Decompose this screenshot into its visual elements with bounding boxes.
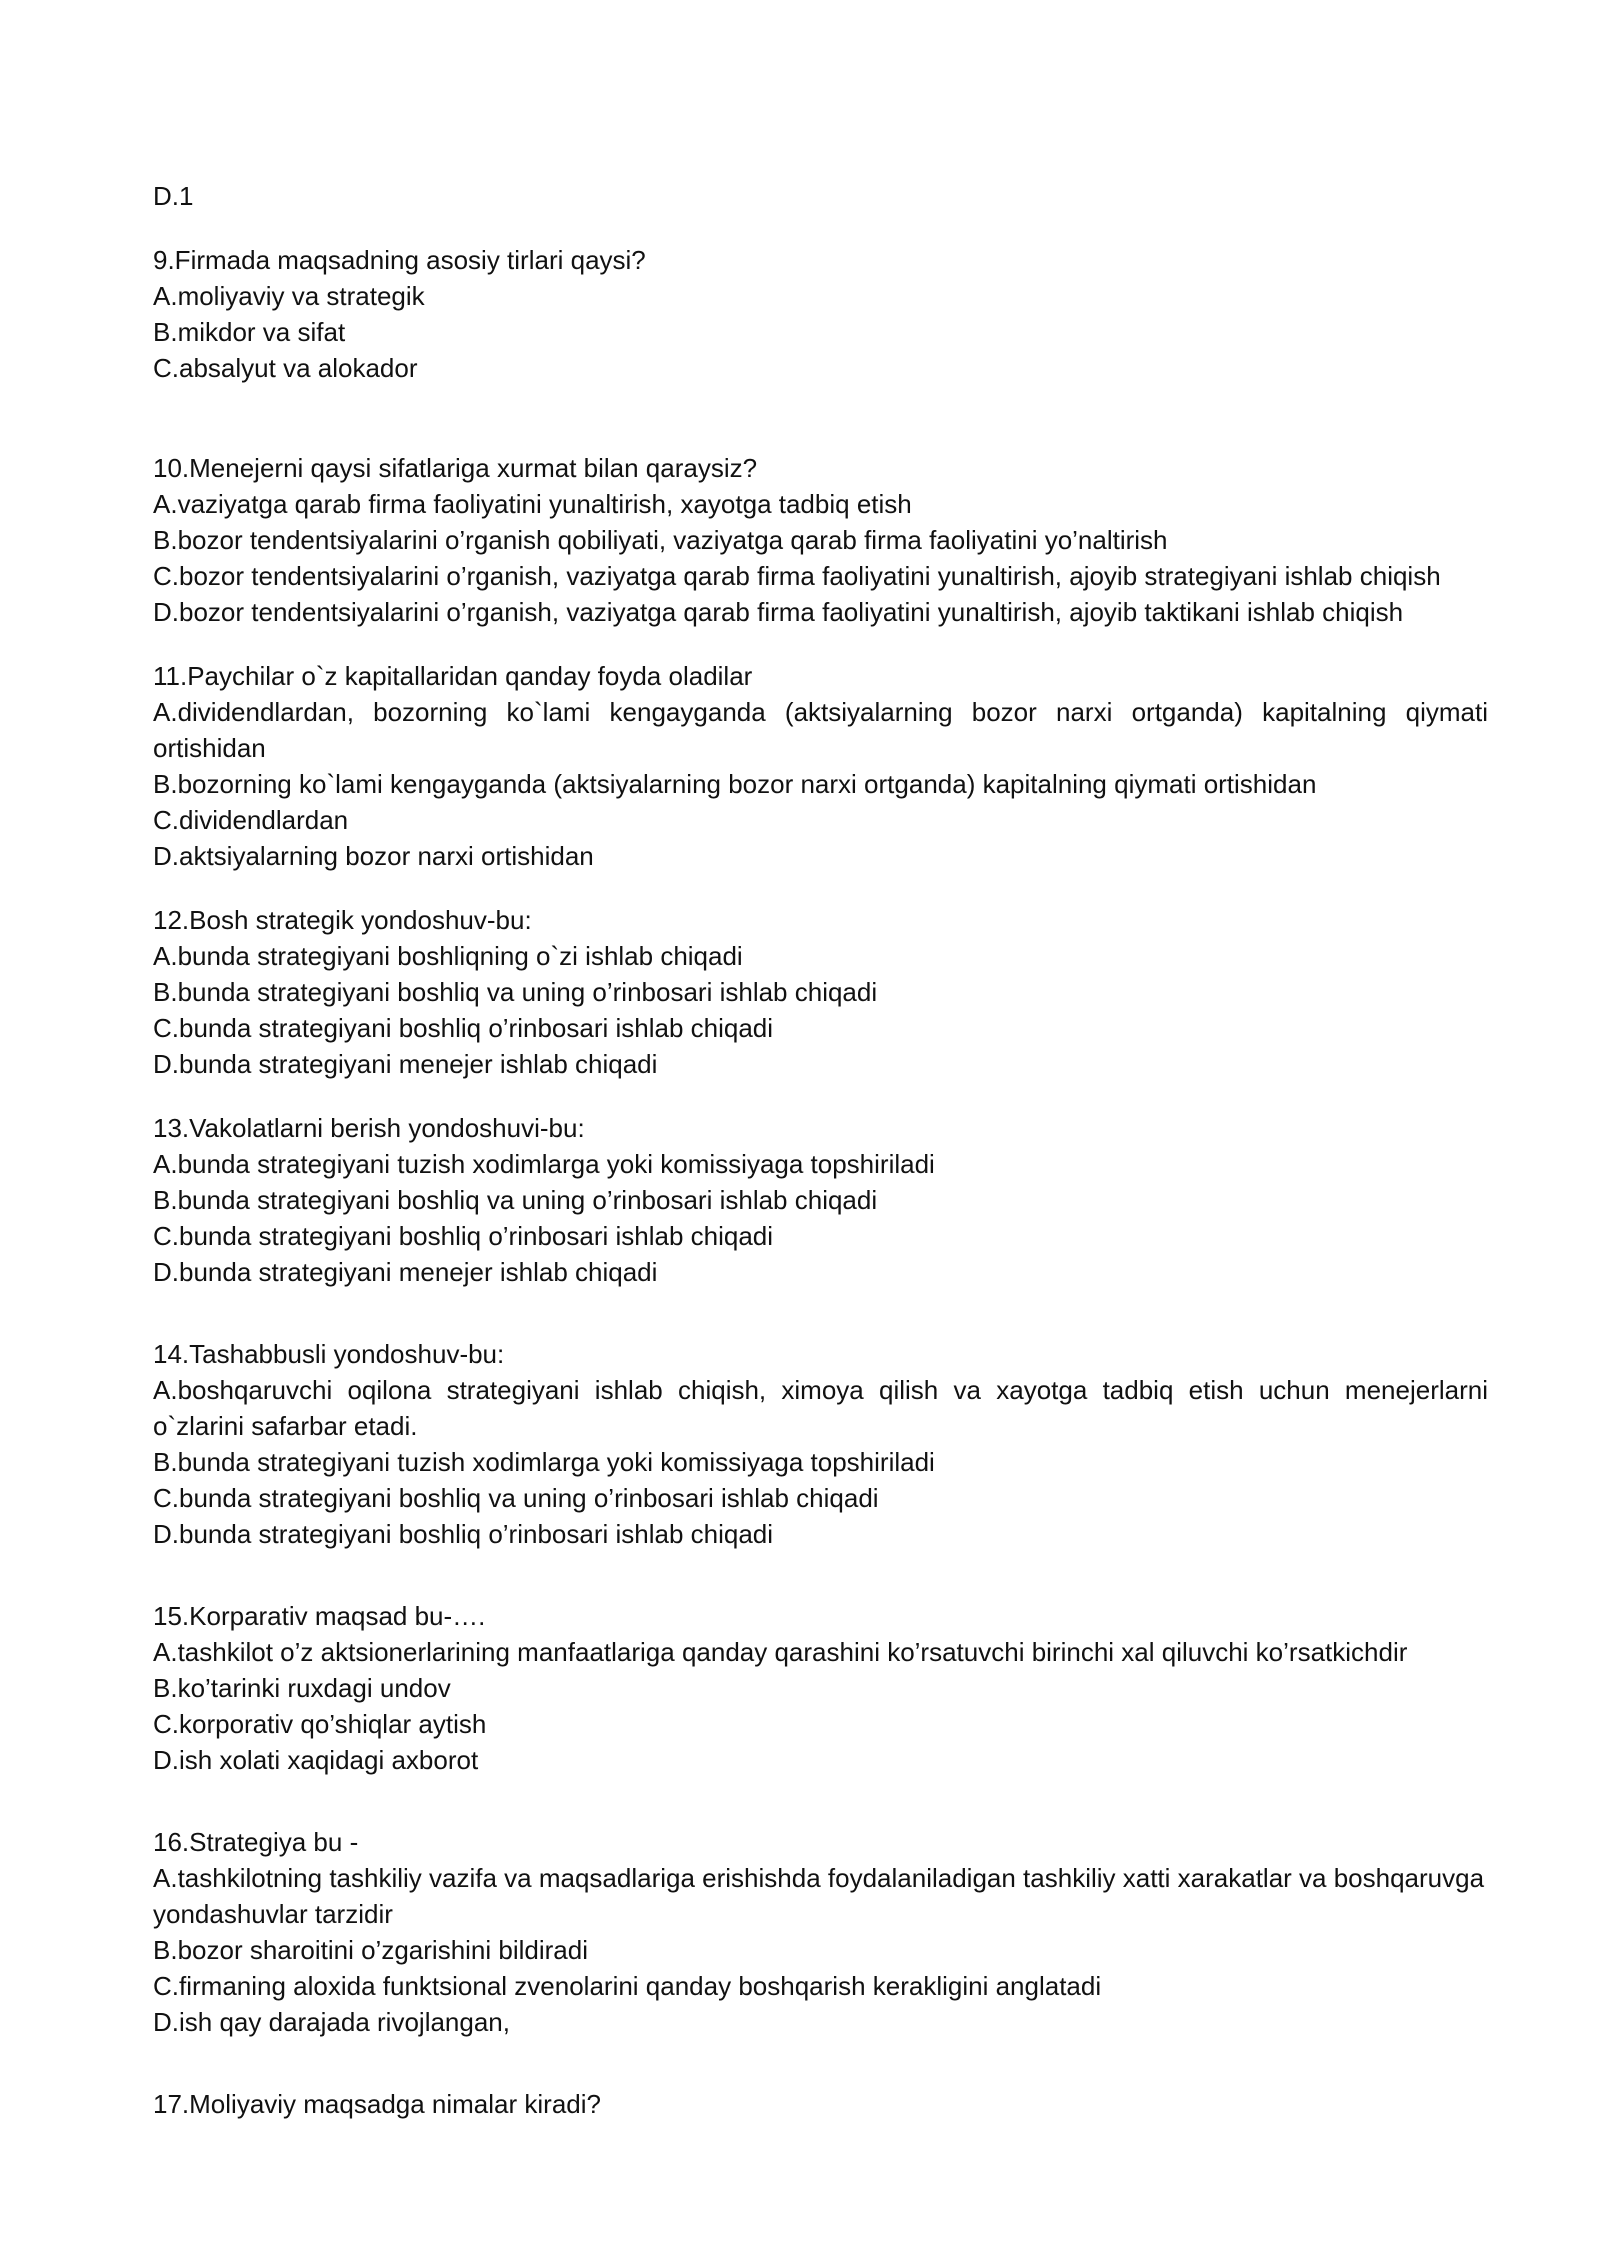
option-b: B.bunda strategiyani tuzish xodimlarga yoki komissiyaga topshiriladi bbox=[153, 1447, 935, 1477]
question-17 bbox=[153, 2086, 1488, 2122]
option-b: B.bunda strategiyani boshliq va uning o’rinbosari ishlab chiqadi bbox=[153, 1185, 878, 1215]
question-text: 15.Korparativ maqsad bu-…. bbox=[153, 1601, 486, 1631]
option-b: B.ko’tarinki ruxdagi undov bbox=[153, 1673, 451, 1703]
question-text: 10.Menejerni qaysi sifatlariga xurmat bilan qaraysiz? bbox=[153, 453, 758, 483]
option-c: C.dividendlardan bbox=[153, 805, 349, 835]
option-d: D.ish xolati xaqidagi axborot bbox=[153, 1745, 479, 1775]
option-b: B.bozorning ko`lami kengayganda (aktsiyalarning bozor narxi ortganda) kapitalning qiymati ortishidan bbox=[153, 769, 1317, 799]
option-a: A.tashkilotning tashkiliy vazifa va maqsadlariga erishishda foydalaniladigan tashkiliy xatti xarakatlar va boshqaruvga yondashuvlar tarzidir bbox=[153, 1863, 1485, 1929]
option-d: D.bunda strategiyani boshliq o’rinbosari ishlab chiqadi bbox=[153, 1519, 774, 1549]
question-text: 9.Firmada maqsadning asosiy tirlari qaysi? bbox=[153, 245, 646, 275]
question-15 bbox=[153, 1598, 1488, 1778]
option-d: D.ish qay darajada rivojlangan, bbox=[153, 2007, 510, 2037]
question-text: 13.Vakolatlarni berish yondoshuvi-bu: bbox=[153, 1113, 585, 1143]
question-text: 12.Bosh strategik yondoshuv-bu: bbox=[153, 905, 532, 935]
option-b: B.bozor tendentsiyalarini o’rganish qobiliyati, vaziyatga qarab firma faoliyatini yo’naltirish bbox=[153, 525, 1168, 555]
question-text: 11.Paychilar o`z kapitallaridan qanday foyda oladilar bbox=[153, 661, 753, 691]
question-13 bbox=[153, 1110, 1488, 1290]
question-text: 14.Tashabbusli yondoshuv-bu: bbox=[153, 1339, 505, 1369]
option-d: D.bunda strategiyani menejer ishlab chiqadi bbox=[153, 1257, 658, 1287]
option-d: D.bunda strategiyani menejer ishlab chiqadi bbox=[153, 1049, 658, 1079]
question-text: 17.Moliyaviy maqsadga nimalar kiradi? bbox=[153, 2089, 601, 2119]
question-11 bbox=[153, 658, 1488, 874]
question-text: 16.Strategiya bu - bbox=[153, 1827, 359, 1857]
option-a: A.tashkilot o’z aktsionerlarining manfaatlariga qanday qarashini ko’rsatuvchi birinchi xal qiluvchi ko’rsatkichdir bbox=[153, 1637, 1408, 1667]
option-a: A.vaziyatga qarab firma faoliyatini yunaltirish, xayotga tadbiq etish bbox=[153, 489, 912, 519]
option-b: B.bunda strategiyani boshliq va uning o’rinbosari ishlab chiqadi bbox=[153, 977, 878, 1007]
option-c: C.bunda strategiyani boshliq va uning o’rinbosari ishlab chiqadi bbox=[153, 1483, 879, 1513]
question-14 bbox=[153, 1336, 1488, 1552]
option-a: A.moliyaviy va strategik bbox=[153, 281, 425, 311]
option-c: C.korporativ qo’shiqlar aytish bbox=[153, 1709, 487, 1739]
question-16 bbox=[153, 1824, 1488, 2040]
option-a: A.bunda strategiyani boshliqning o`zi ishlab chiqadi bbox=[153, 941, 743, 971]
option-a: A.dividendlardan, bozorning ko`lami kengayganda (aktsiyalarning bozor narxi ortganda) kapitalning qiymati ortishidan bbox=[153, 697, 1488, 763]
option-c: C.bunda strategiyani boshliq o’rinbosari ishlab chiqadi bbox=[153, 1221, 774, 1251]
option-c: C.firmaning aloxida funktsional zvenolarini qanday boshqarish kerakligini anglatadi bbox=[153, 1971, 1102, 2001]
option-c: C.bozor tendentsiyalarini o’rganish, vaziyatga qarab firma faoliyatini yunaltirish, ajoyib strategiyani ishlab chiqish bbox=[153, 561, 1441, 591]
stray-option: D.1 bbox=[153, 181, 194, 211]
option-d: D.aktsiyalarning bozor narxi ortishidan bbox=[153, 841, 594, 871]
option-c: C.bunda strategiyani boshliq o’rinbosari ishlab chiqadi bbox=[153, 1013, 774, 1043]
option-d: D.bozor tendentsiyalarini o’rganish, vaziyatga qarab firma faoliyatini yunaltirish, ajoyib taktikani ishlab chiqish bbox=[153, 597, 1404, 627]
option-c: C.absalyut va alokador bbox=[153, 353, 418, 383]
question-12 bbox=[153, 902, 1488, 1082]
question-10 bbox=[153, 450, 1488, 630]
option-b: B.bozor sharoitini o’zgarishini bildiradi bbox=[153, 1935, 588, 1965]
option-a: A.boshqaruvchi oqilona strategiyani ishlab chiqish, ximoya qilish va xayotga tadbiq etish uchun menejerlarni o`zlarini safarbar etadi. bbox=[153, 1375, 1488, 1441]
option-a: A.bunda strategiyani tuzish xodimlarga yoki komissiyaga topshiriladi bbox=[153, 1149, 935, 1179]
option-b: B.mikdor va sifat bbox=[153, 317, 346, 347]
question-9 bbox=[153, 242, 1488, 386]
